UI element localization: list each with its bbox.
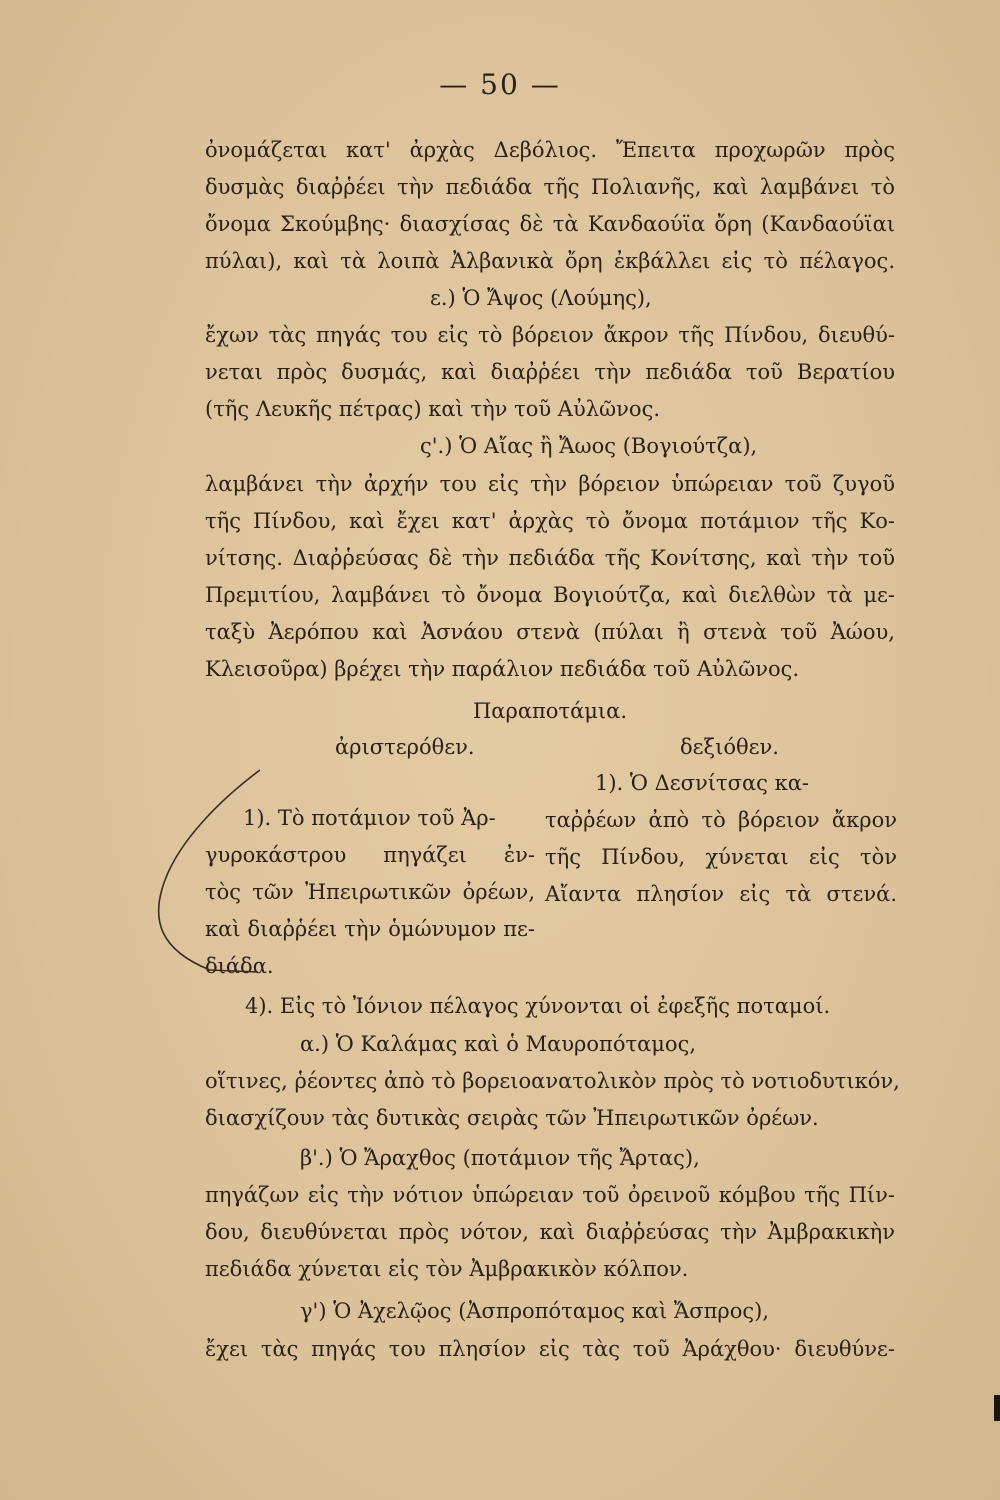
text-line: πεδιάδα χύνεται εἰς τὸν Ἀμβρακικὸν κόλπον. [205, 1257, 689, 1281]
text-line: (τῆς Λευκῆς πέτρας) καὶ τὴν τοῦ Αὐλῶνος. [205, 397, 661, 421]
right-column-heading: δεξιόθεν. [680, 735, 779, 759]
text-line: ταξὺ Ἀερόπου καὶ Ἀσνάου στενὰ (πύλαι ἢ στενὰ τοῦ Ἀώου, [205, 620, 895, 644]
subheading-parapotamia: Παραποτάμια. [472, 699, 627, 723]
right-column [545, 765, 897, 913]
section-heading: β'.) Ὁ Ἄραχθος (ποτάμιον τῆς Ἄρτας), [300, 1146, 700, 1170]
right-column-line: τῆς Πίνδου, χύνεται εἰς τὸν [545, 845, 897, 869]
page-number: — 50 — [439, 68, 561, 101]
text-line: δυσμὰς διαῤῥέει τὴν πεδιάδα τῆς Πολιανῆς, καὶ λαμβάνει τὸ [205, 175, 895, 199]
section-heading: ς'.) Ὁ Αἴας ἢ Ἄωος (Βογιούτζα), [420, 434, 758, 458]
text-line: νεται πρὸς δυσμάς, καὶ διαῤῥέει τὴν πεδιάδα τοῦ Βερατίου [205, 360, 895, 384]
text-line: πύλαι), καὶ τὰ λοιπὰ Ἀλβανικὰ ὄρη ἐκβάλλει εἰς τὸ πέλαγος. [205, 249, 895, 273]
right-column-line: ταῤῥέων ἀπὸ τὸ βόρειον ἄκρον [545, 808, 897, 832]
text-line: ἔχων τὰς πηγάς του εἰς τὸ βόρειον ἄκρον τῆς Πίνδου, διευθύ- [205, 323, 895, 347]
text-line: διασχίζουν τὰς δυτικὰς σειρὰς τῶν Ἠπειρωτικῶν ὀρέων. [205, 1106, 819, 1130]
text-line: 4). Εἰς τὸ Ἰόνιον πέλαγος χύνονται οἱ ἐφεξῆς ποταμοί. [245, 994, 831, 1018]
left-column-line: γυροκάστρου πηγάζει ἐν- [205, 843, 535, 867]
handwritten-bracket-mark [140, 760, 260, 980]
left-column-line: τὸς τῶν Ἠπειρωτικῶν ὀρέων, [205, 880, 535, 904]
text-line: τῆς Πίνδου, καὶ ἔχει κατ' ἀρχὰς τὸ ὄνομα ποτάμιον τῆς Κο- [205, 509, 895, 533]
section-heading: ε.) Ὁ Ἄψος (Λούμης), [430, 286, 652, 310]
right-column-line: 1). Ὁ Δεσνίτσας κα- [595, 771, 809, 795]
section-heading: γ') Ὁ Ἀχελῷος (Ἀσπροπόταμος καὶ Ἄσπρος), [300, 1299, 770, 1323]
text-line: πηγάζων εἰς τὴν νότιον ὑπώρειαν τοῦ ὀρεινοῦ κόμβου τῆς Πίν- [205, 1183, 895, 1207]
text-line: νίτσης. Διαῤῥεύσας δὲ τὴν πεδιάδα τῆς Κονίτσης, καὶ τὴν τοῦ [205, 546, 895, 570]
right-column-line: Αἴαντα πλησίον εἰς τὰ στενά. [545, 882, 897, 906]
text-line: οἵτινες, ῥέοντες ἀπὸ τὸ βορειοανατολικὸν πρὸς τὸ νοτιοδυτικόν, [205, 1069, 900, 1093]
left-column-line: καὶ διαῤῥέει τὴν ὁμώνυμον πε- [205, 917, 535, 941]
text-line: ὄνομα Σκούμβης· διασχίσας δὲ τὰ Κανδαούϊα ὄρη (Κανδαούϊαι [205, 212, 895, 236]
left-column-line: διάδα. [205, 954, 274, 978]
text-line: λαμβάνει τὴν ἀρχήν του εἰς τὴν βόρειον ὑπώρειαν τοῦ ζυγοῦ [205, 472, 895, 496]
text-line: Κλεισοῦρα) βρέχει τὴν παράλιον πεδιάδα τοῦ Αὐλῶνος. [205, 657, 800, 681]
left-column-line: 1). Τὸ ποτάμιον τοῦ Ἀρ- [243, 806, 496, 830]
text-line: δου, διευθύνεται πρὸς νότον, καὶ διαῤῥεύσας τὴν Ἀμβρακικὴν [205, 1220, 895, 1244]
section-heading: α.) Ὁ Καλάμας καὶ ὁ Μαυροπόταμος, [300, 1032, 697, 1056]
text-line: ἔχει τὰς πηγάς του πλησίον εἰς τὰς τοῦ Ἀράχθου· διευθύνε- [205, 1337, 895, 1361]
edge-ink-mark [994, 1395, 1000, 1421]
text-line: ὀνομάζεται κατ' ἀρχὰς Δεβόλιος. Ἔπειτα προχωρῶν πρὸς [205, 138, 895, 162]
left-column-heading: ἀριστερόθεν. [335, 735, 475, 759]
text-line: Πρεμιτίου, λαμβάνει τὸ ὄνομα Βογιούτζα, καὶ διελθὼν τὰ με- [205, 583, 895, 607]
